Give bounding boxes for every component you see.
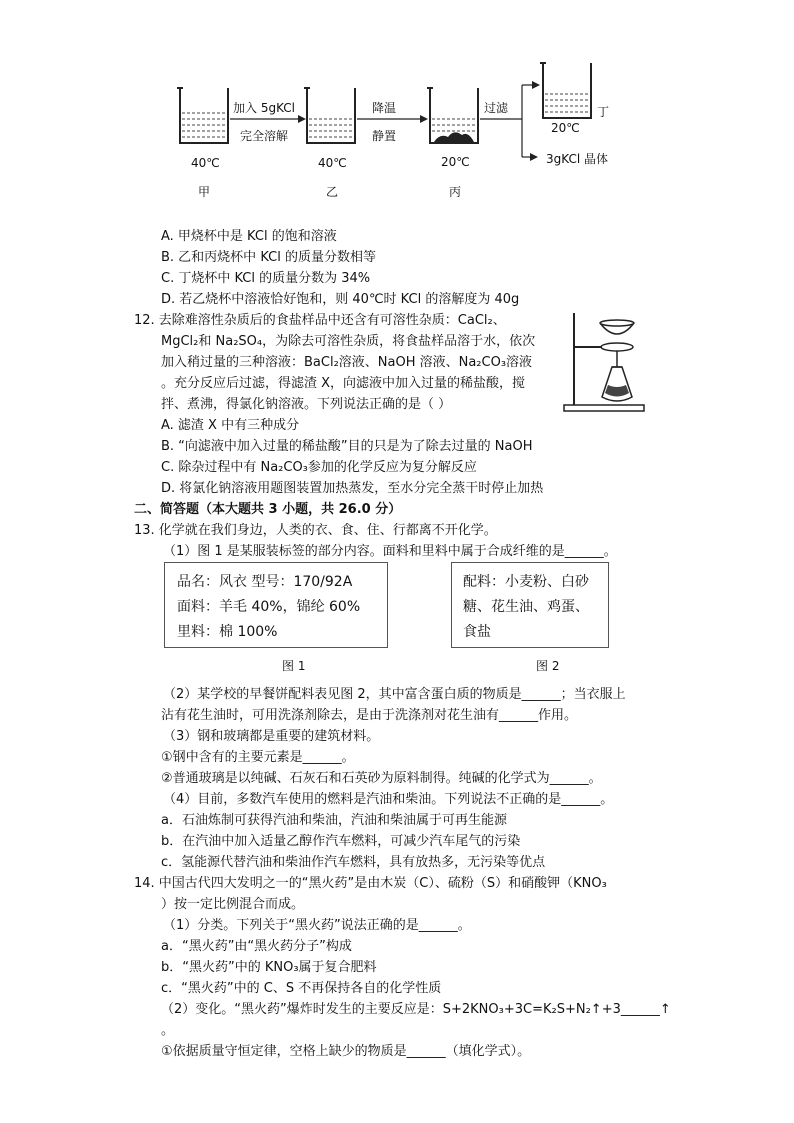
q11-option-d: D. 若乙烧杯中溶液恰好饱和，则 40℃时 KCl 的溶解度为 40g (161, 292, 520, 307)
crystal-label: 3gKCl 晶体 (546, 152, 608, 166)
figure-1-caption: 图 1 (282, 659, 306, 673)
figure-2-line-3: 食盐 (463, 624, 491, 640)
q12-line-2: MgCl₂和 Na₂SO₄，为除去可溶性杂质，将食盐样品溶于水，依次 (161, 334, 536, 349)
beaker-bing-temp: 20℃ (441, 155, 470, 169)
beaker-bing-label: 丙 (449, 185, 462, 199)
q12-option-d: D. 将氯化钠溶液用题图装置加热蒸发，至水分完全蒸干时停止加热 (161, 481, 544, 496)
q13-part-4a: a．石油炼制可获得汽油和柴油，汽油和柴油属于可再生能源 (161, 813, 507, 828)
q12-line-1: 12. 去除难溶性杂质后的食盐样品中还含有可溶性杂质：CaCl₂、 (134, 313, 506, 328)
q14-stem-line-2: ）按一定比例混合而成。 (161, 897, 305, 912)
beaker-jia-temp: 40℃ (191, 156, 220, 170)
figure-2-caption: 图 2 (536, 659, 560, 673)
q13-stem: 13. 化学就在我们身边，人类的衣、食、住、行都离不开化学。 (134, 523, 497, 538)
figure-1-line-2: 面料：羊毛 40%，锦纶 60% (177, 599, 361, 615)
beaker-ding (540, 63, 591, 118)
q13-part-4b: b．在汽油中加入适量乙醇作汽车燃料，可减少汽车尾气的污染 (161, 834, 521, 849)
q13-part-3a: ①钢中含有的主要元素是______。 (161, 750, 355, 765)
q13-part-2b: 沾有花生油时，可用洗涤剂除去，是由于洗涤剂对花生油有______作用。 (161, 708, 578, 723)
figure-1-line-1: 品名：风衣 型号：170/92A (177, 574, 353, 590)
q13-part-2a: （2）某学校的早餐饼配料表见图 2，其中富含蛋白质的物质是______；当衣服上 (163, 687, 626, 702)
figure-1-line-3: 里料：棉 100% (177, 624, 278, 640)
step2-label-bottom: 静置 (372, 129, 397, 143)
q12-line-5: 拌、煮沸，得氯化钠溶液。下列说法正确的是（ ） (161, 397, 452, 412)
figure-2-ingredients-box (451, 562, 609, 648)
q14-part-2-end: 。 (161, 1023, 175, 1038)
beaker-bing (427, 88, 478, 143)
q11-option-a: A. 甲烧杯中是 KCl 的饱和溶液 (161, 229, 337, 244)
q13-part-1: （1）图 1 是某服装标签的部分内容。面料和里料中属于合成纤维的是______。 (163, 544, 617, 559)
section-2-heading: 二、简答题（本大题共 3 小题，共 26.0 分） (134, 502, 402, 517)
q14-part-2: （2）变化。“黑火药”爆炸时发生的主要反应是：S+2KNO₃+3C=K₂S+N₂↑+3______↑ (161, 1002, 671, 1017)
beaker-yi-temp: 40℃ (318, 156, 347, 170)
q14-part-2a: ①依据质量守恒定律，空格上缺少的物质是______（填化学式）。 (161, 1044, 531, 1059)
figure-1-label-box (164, 562, 388, 648)
q12-option-b: B. “向滤液中加入过量的稀盐酸”目的只是为了除去过量的 NaOH (161, 439, 533, 454)
step2-label-top: 降温 (372, 101, 397, 115)
beaker-yi (304, 88, 355, 143)
figure-2-line-1: 配料：小麦粉、白砂 (463, 574, 589, 590)
q14-part-1: （1）分类。下列关于“黑火药”说法正确的是______。 (163, 918, 471, 933)
q13-part-4: （4）目前，多数汽车使用的燃料是汽油和柴油。下列说法不正确的是______。 (163, 792, 614, 807)
q12-line-3: 加入稍过量的三种溶液：BaCl₂溶液、NaOH 溶液、Na₂CO₃溶液 (161, 355, 533, 370)
q11-option-c: C. 丁烧杯中 KCl 的质量分数为 34% (161, 271, 371, 286)
q14-option-a: a．“黑火药”由“黑火药分子”构成 (161, 939, 352, 954)
q12-option-a: A. 滤渣 X 中有三种成分 (161, 418, 300, 433)
beaker-jia-label: 甲 (198, 185, 211, 199)
q13-part-3b: ②普通玻璃是以纯碱、石灰石和石英砂为原料制得。纯碱的化学式为______。 (161, 771, 602, 786)
q14-option-b: b．“黑火药”中的 KNO₃属于复合肥料 (161, 960, 377, 975)
q14-stem-line-1: 14. 中国古代四大发明之一的“黑火药”是由木炭（C）、硫粉（S）和硝酸钾（KNO₃ (134, 876, 607, 891)
figure-2-line-2: 糖、花生油、鸡蛋、 (463, 599, 589, 615)
q12-option-c: C. 除杂过程中有 Na₂CO₃参加的化学反应为复分解反应 (161, 460, 477, 475)
q11-option-b: B. 乙和丙烧杯中 KCl 的质量分数相等 (161, 250, 376, 265)
step3-label-top: 过滤 (484, 101, 509, 115)
step1-label-bottom: 完全溶解 (240, 129, 289, 143)
beaker-jia (177, 88, 228, 143)
evaporation-apparatus-figure (562, 305, 662, 415)
q12-line-4: 。充分反应后过滤，得滤渣 X，向滤液中加入过量的稀盐酸，搅 (161, 376, 526, 391)
q13-part-3: （3）钢和玻璃都是重要的建筑材料。 (163, 729, 380, 744)
step1-label-top: 加入 5gKCl (233, 101, 295, 115)
beaker-yi-label: 乙 (326, 185, 339, 199)
q13-part-4c: c．氢能源代替汽油和柴油作汽车燃料，具有放热多，无污染等优点 (161, 855, 546, 870)
q14-option-c: c．“黑火药”中的 C、S 不再保持各自的化学性质 (161, 981, 442, 996)
beaker-ding-label: 丁 (597, 105, 610, 119)
beaker-ding-temp: 20℃ (551, 121, 580, 135)
